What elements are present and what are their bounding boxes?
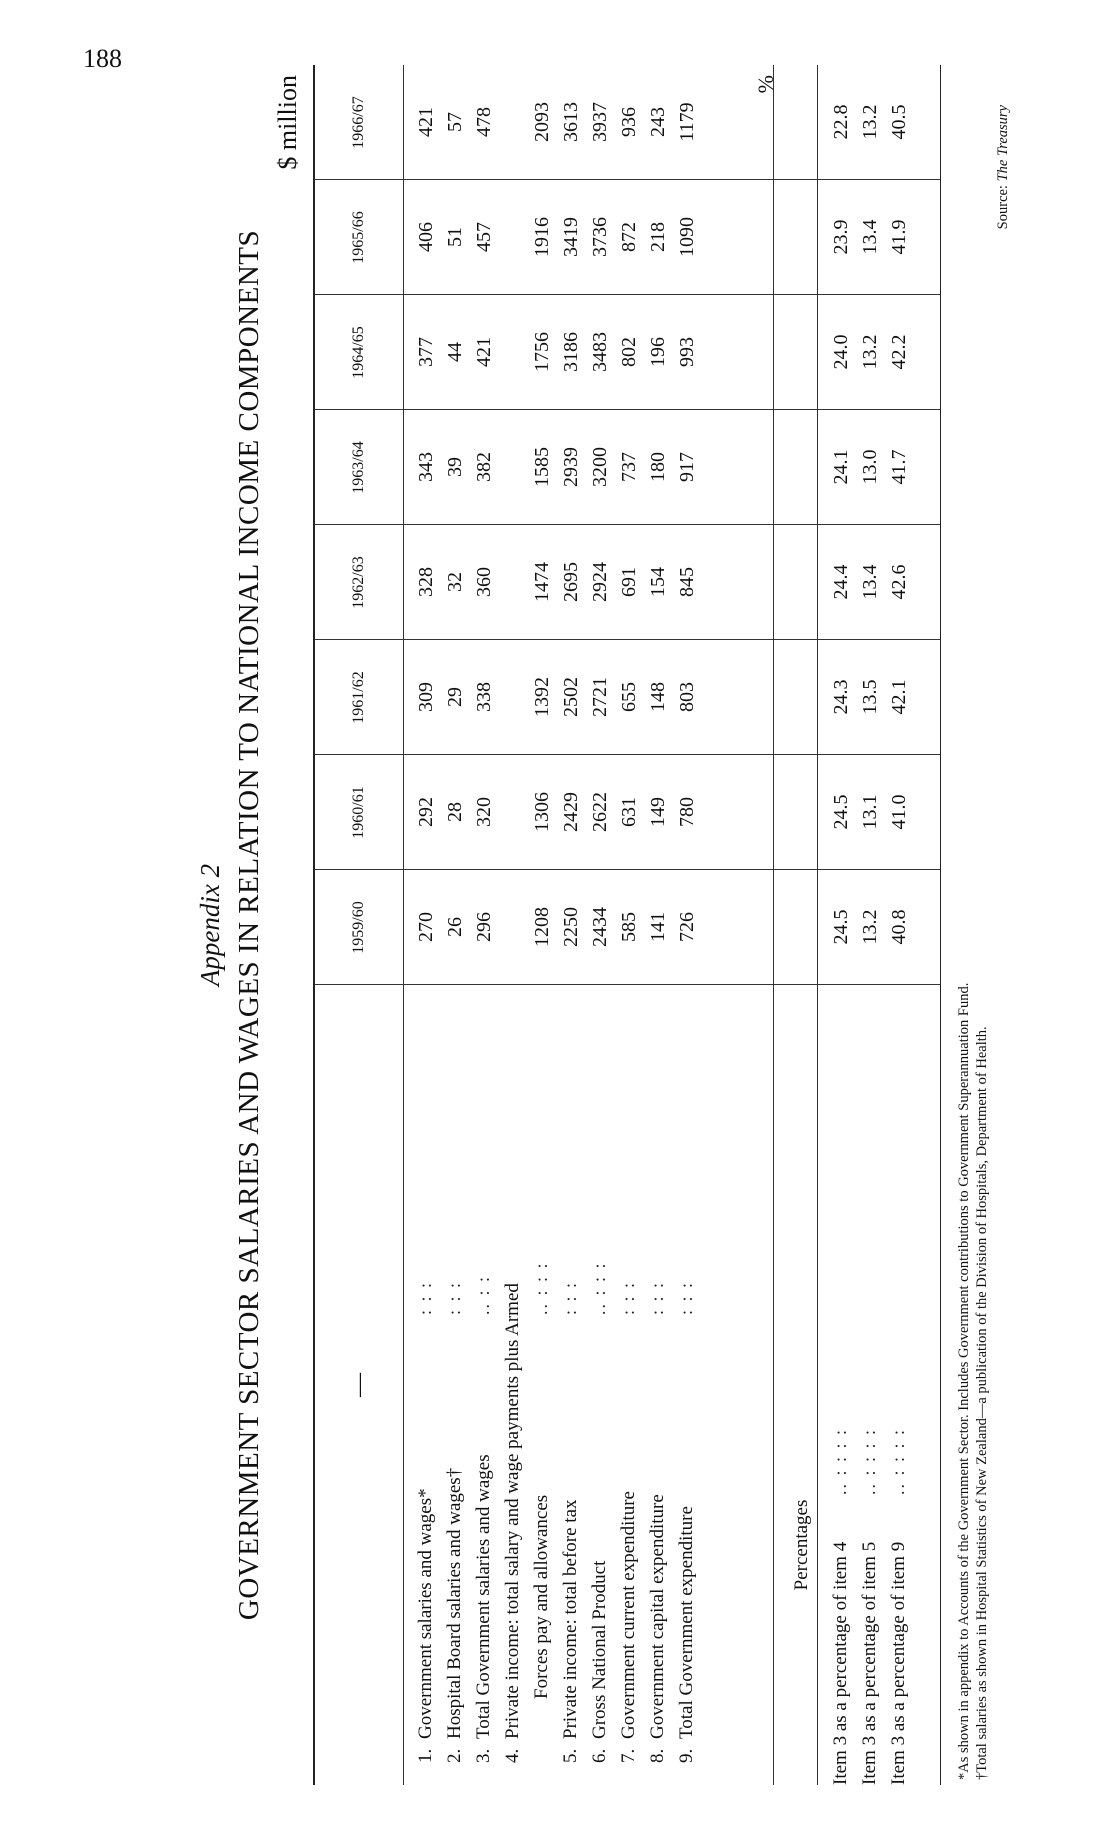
table-cell: 24.5 — [830, 794, 852, 830]
table-cell: 148 — [647, 682, 669, 712]
appendix-title: Appendix 2 — [195, 863, 225, 987]
leader-dots: : : : — [647, 1280, 667, 1315]
table-cell: 421 — [473, 337, 495, 367]
table-cell: 40.8 — [888, 909, 910, 945]
year-header: 1960/61 — [350, 786, 367, 839]
table-cell: 631 — [618, 797, 640, 827]
leader-dots: : : : — [415, 1280, 435, 1315]
footnotes — [955, 983, 991, 1780]
year-header: 1963/64 — [350, 441, 367, 494]
leader-dots: : : : — [618, 1280, 638, 1315]
table-cell: 2939 — [560, 447, 582, 487]
table-cell: 2622 — [589, 792, 611, 832]
table-cell: 13.2 — [859, 334, 881, 370]
table-cell: 243 — [647, 107, 669, 137]
table-cell: 1090 — [676, 217, 698, 257]
table-cell: 1916 — [531, 217, 553, 257]
table-cell: 26 — [444, 917, 466, 937]
leader-dots: : : : — [560, 1280, 580, 1315]
table-cell: 2434 — [589, 907, 611, 947]
source-prefix: Source: — [995, 181, 1011, 230]
table-cell: 292 — [415, 797, 437, 827]
table-cell: 13.4 — [859, 219, 881, 255]
section-rule — [773, 65, 774, 1785]
table-cell: 2429 — [560, 792, 582, 832]
row-label — [676, 1506, 698, 1763]
table-cell: 382 — [473, 452, 495, 482]
table-cell: 24.5 — [830, 909, 852, 945]
table-cell: 993 — [676, 337, 698, 367]
table-cell: 585 — [618, 912, 640, 942]
table-cell: 28 — [444, 802, 466, 822]
row-label-text: Hospital Board salaries and wages† — [444, 1467, 465, 1739]
table-cell: 1585 — [531, 447, 553, 487]
table-cell: 141 — [647, 912, 669, 942]
table-cell: 51 — [444, 227, 466, 247]
data-table — [313, 65, 941, 1785]
table-cell: 2502 — [560, 677, 582, 717]
table-cell: 421 — [415, 107, 437, 137]
table-cell: 457 — [473, 222, 495, 252]
table-cell: 23.9 — [830, 219, 852, 255]
table-cell: 180 — [647, 452, 669, 482]
section-rule — [817, 65, 818, 1785]
table-cell: 22.8 — [830, 104, 852, 140]
table-cell: 360 — [473, 567, 495, 597]
table-cell: 1392 — [531, 677, 553, 717]
source-note — [995, 105, 1012, 229]
table-cell: 57 — [444, 112, 466, 132]
year-header: 1964/65 — [350, 326, 367, 379]
table-cell: 3937 — [589, 102, 611, 142]
table-cell: 1756 — [531, 332, 553, 372]
table-cell: 478 — [473, 107, 495, 137]
row-label-text: Private income: total salary and wage payments plus Armed — [502, 1283, 523, 1739]
table-cell: 2093 — [531, 102, 553, 142]
leader-dots: .. : : : : — [888, 1427, 908, 1495]
table-cell: 780 — [676, 797, 698, 827]
row-number: 3. — [473, 1748, 494, 1763]
table-cell: 13.2 — [859, 104, 881, 140]
table-cell: 936 — [618, 107, 640, 137]
pct-row-label: Item 3 as a percentage of item 4 — [830, 1541, 851, 1785]
table-cell: 13.5 — [859, 679, 881, 715]
table-cell: 320 — [473, 797, 495, 827]
leader-dots: .. : : : : — [859, 1427, 879, 1495]
year-header: 1965/66 — [350, 211, 367, 264]
table-cell: 802 — [618, 337, 640, 367]
table-cell: 39 — [444, 457, 466, 477]
row-label-text: Total Government expenditure — [676, 1506, 697, 1739]
table-cell: 42.1 — [888, 679, 910, 715]
table-cell: 13.1 — [859, 794, 881, 830]
table-cell: 41.0 — [888, 794, 910, 830]
table-cell: 691 — [618, 567, 640, 597]
table-cell: 655 — [618, 682, 640, 712]
table-cell: 13.2 — [859, 909, 881, 945]
table-cell: 3186 — [560, 332, 582, 372]
table-cell: 338 — [473, 682, 495, 712]
footnote-2: †Total salaries as shown in Hospital Statistics of New Zealand—a publication of the Division of Hospitals, Department of Health. — [974, 1026, 990, 1780]
leader-dots: .. : : : : — [830, 1427, 850, 1495]
table-cell: 24.1 — [830, 449, 852, 485]
table-cell: 406 — [415, 222, 437, 252]
table-cell: 726 — [676, 912, 698, 942]
row-number: 2. — [444, 1748, 465, 1763]
row-label-text: Total Government salaries and wages — [473, 1454, 494, 1739]
table-cell: 196 — [647, 337, 669, 367]
table-cell: 13.0 — [859, 449, 881, 485]
year-header: 1966/67 — [350, 96, 367, 149]
pct-row-label: Item 3 as a percentage of item 5 — [859, 1541, 880, 1785]
year-header: 1959/60 — [350, 901, 367, 954]
table-cell: 296 — [473, 912, 495, 942]
table-cell: 872 — [618, 222, 640, 252]
table-cell: 377 — [415, 337, 437, 367]
table-cell: 24.0 — [830, 334, 852, 370]
table-cell: 2721 — [589, 677, 611, 717]
table-cell: 24.4 — [830, 564, 852, 600]
row-label-text: Forces pay and allowances — [531, 1494, 552, 1699]
row-number: 1. — [415, 1748, 436, 1763]
row-label — [444, 1468, 466, 1763]
row-label-text: Government salaries and wages* — [415, 1488, 436, 1739]
table-cell: 270 — [415, 912, 437, 942]
table-cell: 41.7 — [888, 449, 910, 485]
row-label — [502, 1283, 524, 1763]
row-number: 5. — [560, 1748, 581, 1763]
row-label-text: Gross National Product — [589, 1560, 610, 1739]
table-cell: 1474 — [531, 562, 553, 602]
header-rule — [403, 65, 404, 1785]
table-cell: 154 — [647, 567, 669, 597]
table-cell: 3419 — [560, 217, 582, 257]
row-label-text: Government capital expenditure — [647, 1494, 668, 1739]
table-cell: 32 — [444, 572, 466, 592]
leader-dots: .. : : : — [589, 1261, 609, 1315]
leader-dots: .. : : : — [531, 1261, 551, 1315]
row-label — [531, 1495, 553, 1763]
header-blank: — — [346, 1373, 372, 1397]
percentages-header: Percentages — [791, 1499, 812, 1591]
rotated-table-sheet — [195, 65, 1114, 1785]
row-number: 6. — [589, 1748, 610, 1763]
table-cell: 2250 — [560, 907, 582, 947]
row-label-text: Private income: total before tax — [560, 1499, 581, 1739]
source-name: The Treasury — [995, 105, 1011, 182]
table-cell: 917 — [676, 452, 698, 482]
table-cell: 3736 — [589, 217, 611, 257]
table-cell: 41.9 — [888, 219, 910, 255]
table-cell: 3613 — [560, 102, 582, 142]
table-cell: 803 — [676, 682, 698, 712]
table-cell: 343 — [415, 452, 437, 482]
table-cell: 328 — [415, 567, 437, 597]
leader-dots: .. : : — [473, 1274, 493, 1315]
units-label: $ million — [273, 75, 302, 170]
row-number: 9. — [676, 1748, 697, 1763]
percent-unit: % — [753, 75, 778, 94]
table-cell: 42.6 — [888, 564, 910, 600]
row-label — [589, 1561, 611, 1763]
table-cell: 2695 — [560, 562, 582, 602]
pct-row-label: Item 3 as a percentage of item 9 — [888, 1541, 909, 1785]
row-label — [647, 1494, 669, 1763]
year-header: 1962/63 — [350, 556, 367, 609]
table-cell: 218 — [647, 222, 669, 252]
row-label — [415, 1488, 437, 1763]
table-cell: 737 — [618, 452, 640, 482]
table-cell: 3200 — [589, 447, 611, 487]
leader-dots: : : : — [676, 1280, 696, 1315]
page-number: 188 — [83, 44, 122, 73]
table-cell: 2924 — [589, 562, 611, 602]
table-cell: 1208 — [531, 907, 553, 947]
footnote-1: *As shown in appendix to Accounts of the Government Sector. Includes Government contributions to Government Superannuation Fund. — [956, 982, 972, 1780]
row-label — [473, 1454, 495, 1763]
row-label-text: Government current expenditure — [618, 1491, 639, 1739]
table-cell: 3483 — [589, 332, 611, 372]
table-cell: 24.3 — [830, 679, 852, 715]
table-cell: 845 — [676, 567, 698, 597]
table-cell: 149 — [647, 797, 669, 827]
leader-dots: : : : — [444, 1280, 464, 1315]
row-number: 4. — [502, 1748, 523, 1763]
table-cell: 40.5 — [888, 104, 910, 140]
table-cell: 1179 — [676, 102, 698, 142]
table-cell: 44 — [444, 342, 466, 362]
row-label — [618, 1491, 640, 1763]
year-header: 1961/62 — [350, 671, 367, 724]
row-number: 8. — [647, 1748, 668, 1763]
table-cell: 309 — [415, 682, 437, 712]
table-title: GOVERNMENT SECTOR SALARIES AND WAGES IN RELATION TO NATIONAL INCOME COMPONENTS — [233, 229, 265, 1621]
table-cell: 42.2 — [888, 334, 910, 370]
row-label — [560, 1499, 582, 1763]
row-number: 7. — [618, 1748, 639, 1763]
table-cell: 29 — [444, 687, 466, 707]
table-cell: 13.4 — [859, 564, 881, 600]
table-cell: 1306 — [531, 792, 553, 832]
